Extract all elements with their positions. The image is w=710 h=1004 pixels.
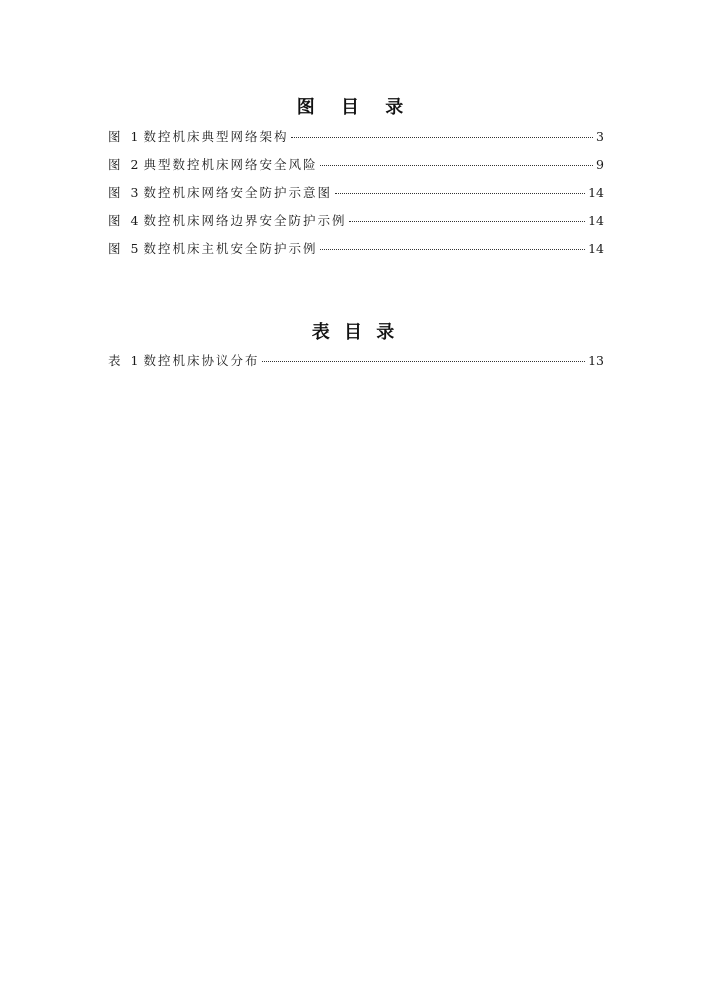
toc-entry-title: 数控机床典型网络架构 bbox=[143, 129, 289, 144]
toc-entry-title: 数控机床主机安全防护示例 bbox=[143, 241, 318, 256]
toc-entry-page: 14 bbox=[588, 185, 604, 200]
toc-entry[interactable] bbox=[108, 185, 604, 213]
table-list-title: 表 目 录 bbox=[311, 322, 399, 343]
toc-entry-title: 数控机床网络边界安全防护示例 bbox=[143, 213, 347, 228]
toc-entry-page: 13 bbox=[588, 353, 604, 368]
dot-leader bbox=[320, 249, 585, 250]
toc-entry[interactable] bbox=[108, 353, 604, 381]
toc-entry-page: 3 bbox=[596, 129, 604, 144]
toc-entry[interactable] bbox=[108, 241, 604, 269]
dot-leader bbox=[349, 221, 585, 222]
toc-entry-number: 图 5 bbox=[108, 241, 142, 256]
dot-leader bbox=[262, 361, 585, 362]
dot-leader bbox=[335, 193, 585, 194]
toc-entry-title: 数控机床协议分布 bbox=[143, 353, 260, 368]
toc-entry-number: 图 3 bbox=[108, 185, 142, 200]
toc-entry-page: 14 bbox=[588, 241, 604, 256]
toc-entry-title: 数控机床网络安全防护示意图 bbox=[143, 185, 332, 200]
dot-leader bbox=[291, 137, 593, 138]
toc-entry-number: 图 2 bbox=[108, 157, 142, 172]
toc-entry[interactable] bbox=[108, 213, 604, 241]
toc-entry-number: 图 4 bbox=[108, 213, 142, 228]
toc-entry-page: 14 bbox=[588, 213, 604, 228]
toc-entry-page: 9 bbox=[596, 157, 604, 172]
table-toc-list bbox=[108, 353, 604, 381]
toc-entry-title: 典型数控机床网络安全风险 bbox=[143, 157, 318, 172]
toc-entry-number: 表 1 bbox=[108, 353, 142, 368]
figure-toc-list bbox=[108, 129, 604, 269]
dot-leader bbox=[320, 165, 593, 166]
toc-entry-number: 图 1 bbox=[108, 129, 142, 144]
figure-list-title: 图 目 录 bbox=[296, 97, 414, 118]
toc-entry[interactable] bbox=[108, 129, 604, 157]
toc-entry[interactable] bbox=[108, 157, 604, 185]
